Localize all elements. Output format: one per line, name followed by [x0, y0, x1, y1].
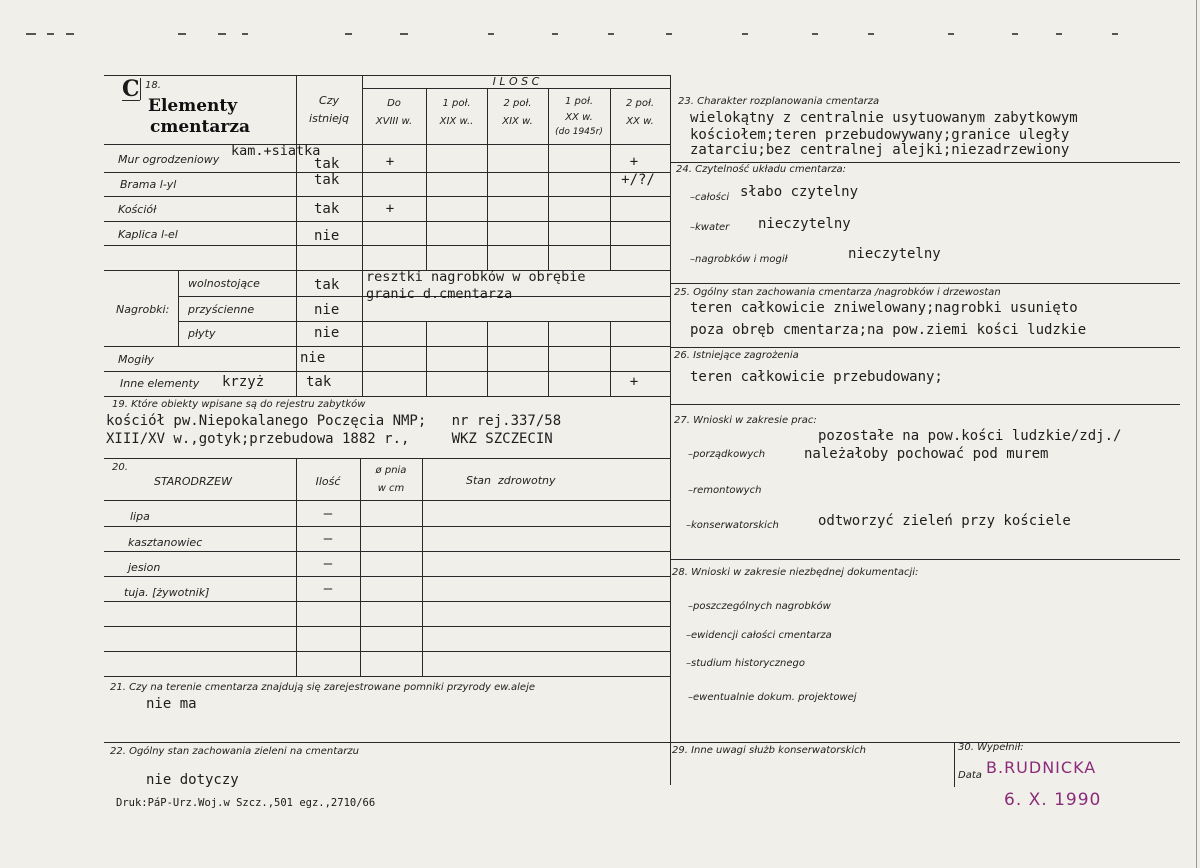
s27-konserwatorskich-label: –konserwatorskich	[686, 520, 779, 531]
row-wolno-exists: tak	[314, 277, 340, 293]
row-inne-typed: krzyż	[222, 374, 265, 390]
rule	[104, 651, 670, 652]
row-wolno-label: wolnostojące	[188, 277, 260, 290]
rule	[178, 321, 670, 322]
tree-ilosc: –	[323, 506, 333, 522]
s20-header-stan: Stan zdrowotny	[466, 474, 556, 487]
s27-label: 27. Wnioski w zakresie prac:	[674, 415, 817, 426]
dash-marks	[0, 31, 1200, 37]
row-mur-exists: tak	[314, 156, 340, 172]
row-brama-label: Brama l-yl	[120, 178, 177, 191]
rule	[487, 321, 488, 396]
row-nagrobki-label: Nagrobki:	[116, 303, 170, 316]
rule	[670, 559, 1180, 560]
s25-line2: poza obręb cmentarza;na pow.ziemi kości ludzkie	[690, 322, 1087, 338]
row-brama-p2-20: +/?/	[621, 172, 655, 188]
s23-line2: kościołem;teren przebudowywany;granice uległy	[690, 127, 1070, 143]
rule	[104, 144, 670, 145]
s20-header-pnia-2: w cm	[377, 483, 405, 494]
period-1-l1: Do	[387, 98, 401, 109]
rule	[670, 75, 671, 785]
period-5-l1: 2 poł.	[625, 98, 655, 109]
section-title-line2: cmentarza	[150, 117, 251, 137]
s22-label: 22. Ogólny stan zachowania zieleni na cmentarzu	[110, 746, 359, 757]
row-plyty-exists: nie	[314, 325, 340, 341]
col-czy-2: istniejq	[309, 112, 349, 125]
rule	[104, 526, 670, 527]
tree-name: kasztanowiec	[128, 536, 203, 549]
rule	[104, 245, 670, 246]
tree-name: tuja. [żywotnik]	[124, 586, 210, 599]
s27-remontowych-label: –remontowych	[688, 485, 762, 496]
rule	[104, 626, 670, 627]
s23-line3: zatarciu;bez centralnej alejki;niezadrzewiony	[690, 142, 1070, 158]
s24-nagrobkow-value: nieczytelny	[848, 246, 941, 262]
section-letter: C	[122, 76, 140, 102]
row-mogily-label: Mogiły	[118, 353, 154, 366]
top-edge-marks	[0, 22, 1200, 28]
s28-item: –ewidencji całości cmentarza	[686, 630, 832, 641]
s24-label: 24. Czytelność układu cmentarza:	[676, 164, 847, 175]
ilosc-header: I L O S C	[492, 75, 540, 88]
tree-ilosc: –	[323, 531, 333, 547]
row-inne-exists: tak	[306, 374, 332, 390]
s25-label: 25. Ogólny stan zachowania cmentarza /nagrobków i drzewostan	[674, 287, 1001, 298]
rule	[104, 172, 670, 173]
row-plyty-label: płyty	[188, 327, 216, 340]
s26-value: teren całkowicie przebudowany;	[690, 369, 943, 385]
s27-konserwatorskich-value: odtworzyć zieleń przy kościele	[818, 513, 1071, 529]
s24-calosci-label: –całości	[690, 192, 730, 203]
rule	[178, 270, 179, 346]
col-czy-1: Czy	[319, 94, 339, 107]
period-1-l2: XVIII w.	[375, 116, 413, 127]
rule	[104, 601, 670, 602]
row-mur-p2-20: +	[629, 154, 639, 170]
s28-item: –poszczególnych nagrobków	[688, 601, 831, 612]
row-mur-label: Mur ogrodzeniowy	[118, 153, 220, 166]
s27-porzadkowych-value2: należałoby pochować pod murem	[804, 446, 1049, 462]
rule	[954, 742, 955, 787]
period-2-l1: 1 poł.	[442, 98, 471, 109]
row-przysc-exists: nie	[314, 302, 340, 318]
rule	[426, 321, 427, 396]
s20-header-name: STARODRZEW	[154, 475, 232, 488]
row-mur-typed: kam.+siatka	[231, 143, 321, 159]
print-note: Druk:PáP-Urz.Woj.w Szcz.,501 egz.,2710/66	[116, 797, 376, 809]
row-kaplica-exists: nie	[314, 228, 340, 244]
tree-name: lipa	[130, 510, 150, 523]
row-inne-label: Inne elementy	[120, 377, 200, 390]
rule	[104, 221, 670, 222]
rule	[104, 742, 670, 743]
s28-item: –studium historycznego	[686, 658, 805, 669]
row-mur-do18: +	[385, 154, 395, 170]
section-number: 18.	[145, 80, 161, 91]
rule	[122, 100, 140, 101]
rule	[670, 162, 1180, 163]
rule	[104, 371, 670, 372]
period-5-l2: XX w.	[626, 116, 654, 127]
rule	[104, 676, 670, 677]
row-kaplica-label: Kaplica l-el	[118, 228, 178, 241]
rule	[362, 88, 670, 89]
row-kosciol-do18: +	[385, 201, 395, 217]
row-kosciol-exists: tak	[314, 201, 340, 217]
tree-name: jesion	[128, 561, 161, 574]
nagrobki-note-line2: granic d.cmentarza	[366, 286, 513, 302]
s30-date-label: Data	[958, 770, 982, 781]
s23-label: 23. Charakter rozplanowania cmentarza	[678, 96, 880, 107]
rule	[104, 458, 670, 459]
s28-item: –ewentualnie dokum. projektowej	[688, 692, 857, 703]
rule	[422, 458, 423, 676]
tree-ilosc: –	[323, 581, 333, 597]
s27-porzadkowych-value1: pozostałe na pow.kości ludzkie/zdj./	[818, 428, 1122, 444]
s24-kwater-value: nieczytelny	[758, 216, 851, 232]
s23-line1: wielokątny z centralnie usytuowanym zabytkowym	[690, 110, 1078, 126]
rule	[104, 551, 670, 552]
rule	[670, 742, 1180, 743]
rule	[670, 283, 1180, 284]
tree-ilosc: –	[323, 556, 333, 572]
s24-calosci-value: słabo czytelny	[740, 184, 859, 200]
row-mogily-exists: nie	[300, 350, 326, 366]
rule	[104, 196, 670, 197]
rule	[140, 78, 141, 100]
s19-line2: XIII/XV w.,gotyk;przebudowa 1882 r., WKZ SZCZECIN	[106, 431, 553, 447]
s24-kwater-label: –kwater	[690, 222, 730, 233]
s25-line1: teren całkowicie zniwelowany;nagrobki usunięto	[690, 300, 1078, 316]
row-przysc-label: przyścienne	[188, 303, 255, 316]
s30-date-handwritten: 6. X. 1990	[1004, 790, 1102, 810]
rule	[104, 396, 670, 397]
s27-porzadkowych-label: –porządkowych	[688, 449, 766, 460]
rule	[548, 321, 549, 396]
s20-header-pnia-1: ø pnia	[375, 465, 407, 476]
s30-label: 30. Wypełnił:	[958, 742, 1024, 753]
period-4-l2: XX w.	[565, 112, 593, 123]
section-title-line1: Elementy	[148, 96, 238, 116]
s30-name-handwritten: B.RUDNICKA	[986, 758, 1097, 777]
rule	[670, 404, 1180, 405]
s19-line1: kościół pw.Niepokalanego Poczęcia NMP; nr rej.337/58	[106, 413, 562, 429]
s21-value: nie ma	[146, 696, 197, 712]
s20-header-ilosc: Ilość	[315, 475, 341, 488]
s20-number: 20.	[112, 462, 128, 473]
row-inne-p2-20: +	[629, 374, 639, 390]
s29-label: 29. Inne uwagi służb konserwatorskich	[672, 745, 866, 756]
s21-label: 21. Czy na terenie cmentarza znajdują się zarejestrowane pomniki przyrody ew.aleje	[110, 682, 536, 693]
rule	[104, 346, 670, 347]
period-4-l3: (do 1945r)	[555, 127, 603, 137]
s24-nagrobkow-label: –nagrobków i mogił	[690, 254, 788, 265]
period-3-l2: XIX w.	[502, 116, 533, 127]
s19-label: 19. Które obiekty wpisane są do rejestru zabytków	[112, 399, 366, 410]
s26-label: 26. Istniejące zagrożenia	[674, 350, 799, 361]
nagrobki-note-line1: resztki nagrobków w obrębie	[366, 269, 586, 285]
row-brama-exists: tak	[314, 172, 340, 188]
rule	[104, 500, 670, 501]
s22-value: nie dotyczy	[146, 772, 239, 788]
period-3-l1: 2 poł.	[503, 98, 532, 109]
s28-label: 28. Wnioski w zakresie niezbędnej dokumentacji:	[672, 567, 919, 578]
period-2-l2: XIX w..	[439, 116, 474, 127]
rule	[670, 347, 1180, 348]
period-4-l1: 1 poł.	[564, 96, 594, 107]
rule	[104, 576, 670, 577]
right-edge	[1196, 0, 1197, 868]
row-kosciol-label: Kościół	[118, 203, 157, 216]
